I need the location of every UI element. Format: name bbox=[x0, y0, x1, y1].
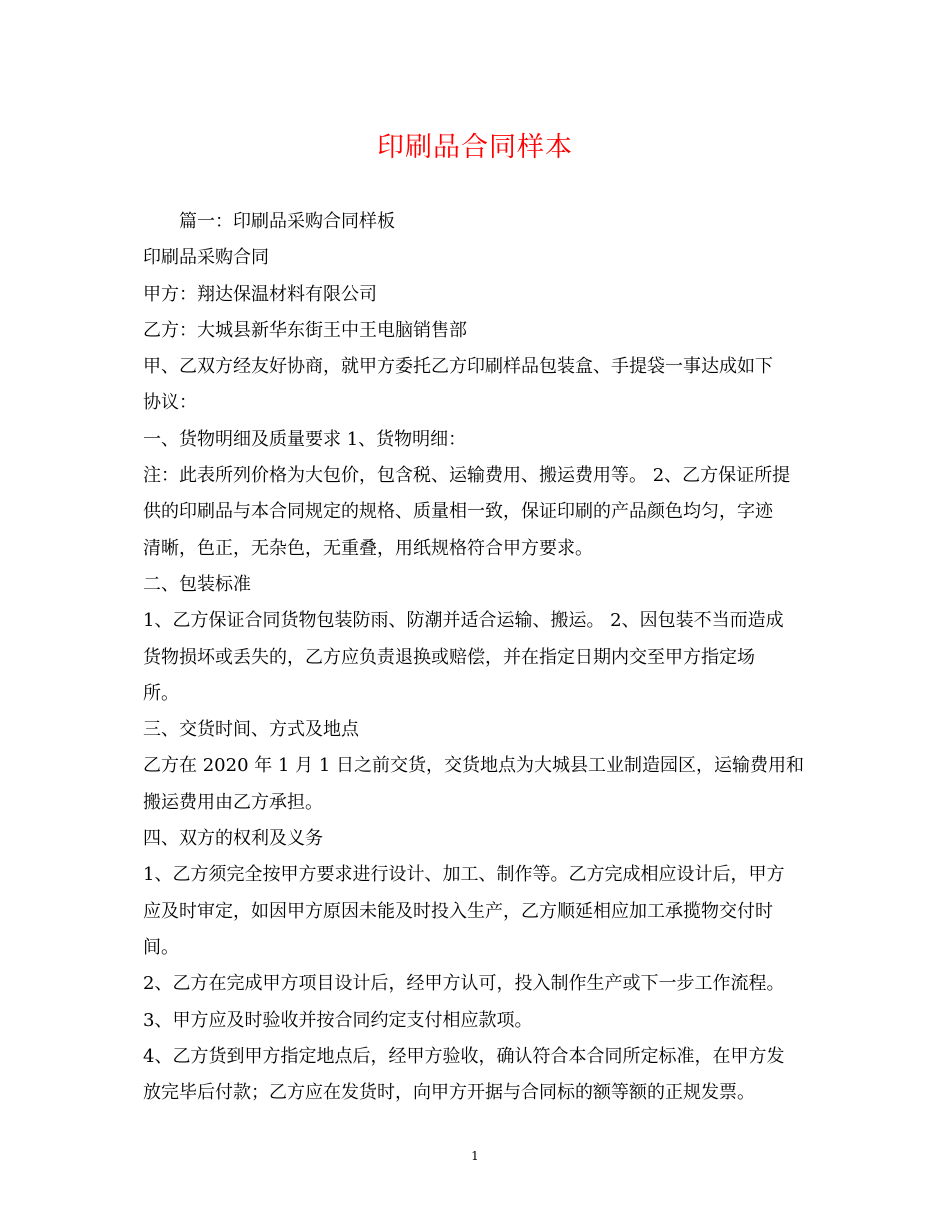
body-line: 清晰，色正，无杂色，无重叠，用纸规格符合甲方要求。 bbox=[143, 537, 593, 559]
body-line: 乙方在 2020 年 1 月 1 日之前交货，交货地点为大城县工业制造园区，运输费用和 bbox=[143, 755, 805, 777]
body-line: 3、甲方应及时验收并按合同约定支付相应款项。 bbox=[143, 1009, 533, 1031]
party-b: 乙方：大城县新华东街王中王电脑销售部 bbox=[143, 319, 467, 341]
document-body bbox=[143, 204, 811, 1111]
body-line: 协议： bbox=[143, 392, 197, 414]
body-line: 搬运费用由乙方承担。 bbox=[143, 791, 323, 813]
document-title: 印刷品合同样本 bbox=[377, 132, 573, 163]
body-line: 4、乙方货到甲方指定地点后，经甲方验收，确认符合本合同所定标准，在甲方发 bbox=[143, 1045, 785, 1067]
section-heading: 篇一：印刷品采购合同样板 bbox=[179, 211, 395, 232]
body-line: 2、乙方在完成甲方项目设计后，经甲方认可，投入制作生产或下一步工作流程。 bbox=[143, 973, 785, 995]
body-line: 货物损坏或丢失的，乙方应负责退换或赔偿，并在指定日期内交至甲方指定场 bbox=[143, 646, 755, 668]
body-line: 1、乙方保证合同货物包装防雨、防潮并适合运输、搬运。 2、因包装不当而造成 bbox=[143, 610, 784, 632]
clause-heading-1: 一、货物明细及质量要求 1、货物明细： bbox=[143, 428, 467, 450]
body-line: 注：此表所列价格为大包价，包含税、运输费用、搬运费用等。 2、乙方保证所提 bbox=[143, 465, 791, 487]
party-a: 甲方：翔达保温材料有限公司 bbox=[143, 283, 377, 305]
body-line: 应及时审定，如因甲方原因未能及时投入生产，乙方顺延相应加工承揽物交付时 bbox=[143, 900, 773, 922]
contract-name: 印刷品采购合同 bbox=[143, 247, 269, 269]
clause-heading-2: 二、包装标准 bbox=[143, 573, 251, 595]
body-line: 供的印刷品与本合同规定的规格、质量相一致，保证印刷的产品颜色均匀，字迹 bbox=[143, 501, 773, 523]
page-number: 1 bbox=[471, 1149, 479, 1163]
clause-heading-4: 四、双方的权利及义务 bbox=[143, 828, 323, 850]
body-line: 间。 bbox=[143, 936, 179, 958]
body-line: 1、乙方须完全按甲方要求进行设计、加工、制作等。乙方完成相应设计后，甲方 bbox=[143, 864, 785, 886]
body-line: 所。 bbox=[143, 682, 179, 704]
clause-heading-3: 三、交货时间、方式及地点 bbox=[143, 719, 359, 741]
body-line: 放完毕后付款；乙方应在发货时，向甲方开据与合同标的额等额的正规发票。 bbox=[143, 1082, 755, 1104]
body-line: 甲、乙双方经友好协商，就甲方委托乙方印刷样品包装盒、手提袋一事达成如下 bbox=[143, 356, 773, 378]
